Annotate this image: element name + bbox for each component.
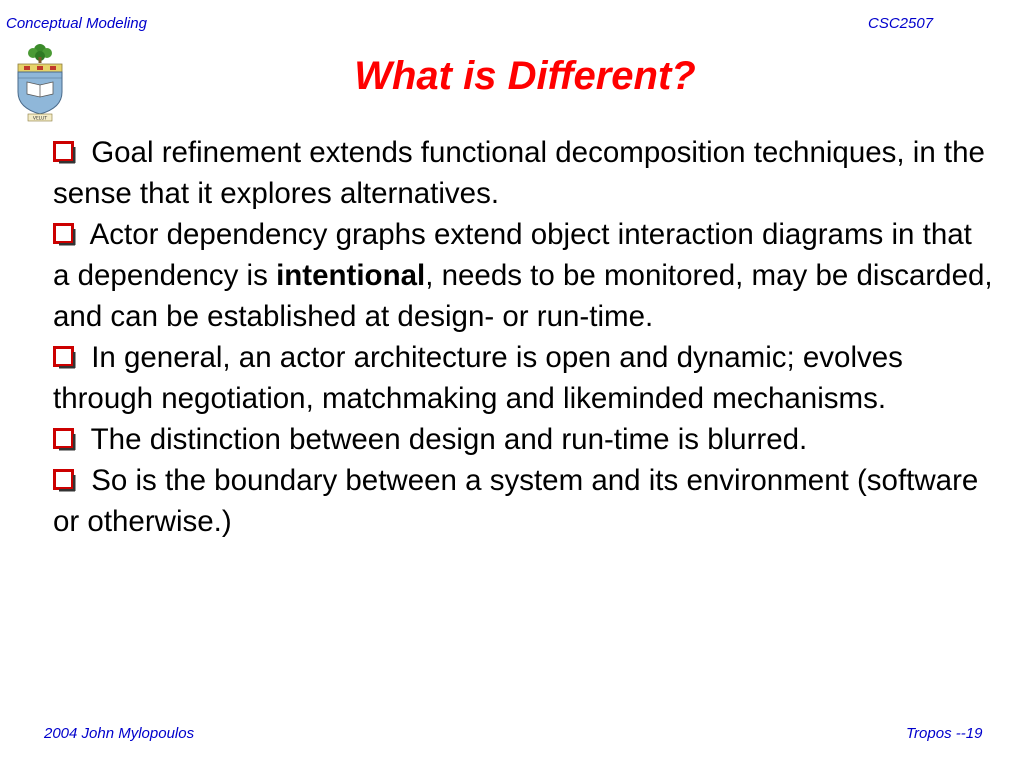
bullet-text: , needs to be monitored, may be discarded, and can be established at design- or run-time. <box>53 259 993 333</box>
hollow-square-bullet-icon <box>53 469 76 492</box>
slide-title: What is Different? <box>354 54 696 98</box>
hollow-square-bullet-icon <box>53 346 76 369</box>
bullet-item <box>53 337 993 419</box>
crest-motto-text: VELUT <box>32 116 48 122</box>
hollow-square-bullet-icon <box>53 141 76 164</box>
header-course-code: CSC2507 <box>868 15 934 32</box>
bullet-text: Goal refinement extends functional decomposition techniques, in the sense that it explores alternatives. <box>53 136 985 210</box>
hollow-square-bullet-icon <box>53 428 76 451</box>
bullet-text: The distinction between design and run-time is blurred. <box>83 423 808 456</box>
bullet-item <box>53 214 993 337</box>
bullet-item <box>53 460 993 542</box>
bullet-text: In general, an actor architecture is open and dynamic; evolves through negotiation, matchmaking and likeminded mechanisms. <box>53 341 903 415</box>
slide-body <box>53 132 993 542</box>
bullet-text: Actor dependency graphs extend object interaction diagrams in that a dependency is <box>53 218 972 292</box>
header-course-name: Conceptual Modeling <box>6 15 147 32</box>
bullet-text: So is the boundary between a system and its environment (software or otherwise.) <box>53 464 979 538</box>
footer-author: 2004 John Mylopoulos <box>44 725 195 742</box>
bullet-item <box>53 419 993 460</box>
bullet-item <box>53 132 993 214</box>
bullet-emphasis: intentional <box>276 259 426 292</box>
hollow-square-bullet-icon <box>53 223 76 246</box>
footer-slide-number: Tropos --19 <box>906 725 983 742</box>
